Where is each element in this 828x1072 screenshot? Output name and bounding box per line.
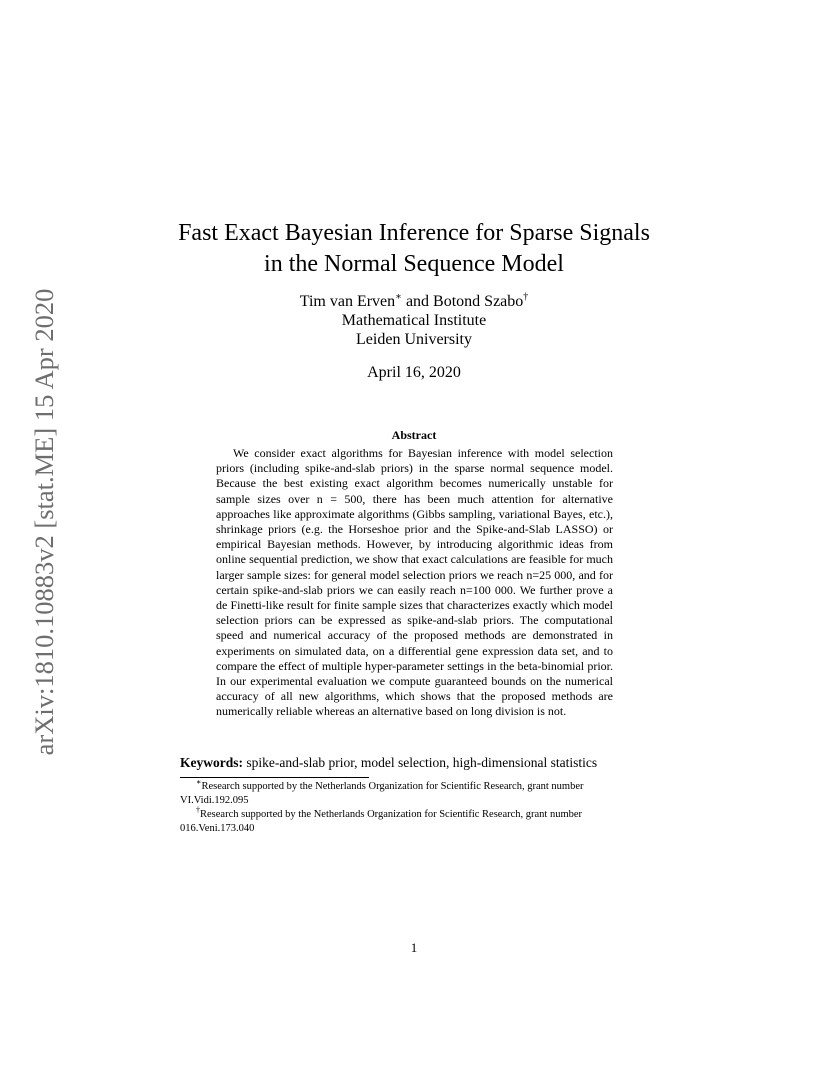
abstract-heading: Abstract	[391, 428, 437, 442]
page-number: 1	[410, 940, 418, 955]
keywords-text: spike-and-slab prior, model selection, high-dimensional statistics	[243, 755, 598, 770]
title-line-1: Fast Exact Bayesian Inference for Sparse Signals	[178, 220, 650, 246]
footnote-1	[180, 777, 648, 808]
paper-title	[100, 218, 728, 280]
paper-date: April 16, 2020	[367, 364, 461, 381]
footnote-1-mark: ∗	[196, 777, 202, 787]
footnotes	[180, 777, 648, 836]
keywords-label: Keywords:	[180, 755, 243, 770]
title-line-2: in the Normal Sequence Model	[264, 251, 564, 277]
author-names	[120, 292, 708, 311]
footnote-2-mark: †	[196, 805, 200, 815]
author-conjunction: and	[401, 293, 434, 310]
arxiv-stamp-text: arXiv:1810.10883v2 [stat.ME] 15 Apr 2020	[29, 288, 59, 756]
author-1-footnote-mark: ∗	[395, 291, 402, 303]
author-2-footnote-mark: †	[523, 291, 529, 303]
author-2-name: Botond Szabo	[433, 293, 524, 310]
arxiv-identifier-stamp	[21, 272, 67, 772]
author-block	[120, 292, 708, 349]
abstract-text: We consider exact algorithms for Bayesian inference with model selection priors (including spike-and-slab priors) in the sparse normal sequence model. Because the best existing exact algorithm becomes numerically unstable for sample sizes over n = 500, there has been much attention for alternative approaches like approximate algorithms (Gibbs sampling, variational Bayes, etc.), shrinkage priors (e.g. the Horseshoe prior and the Spike-and-Slab LASSO) or empirical Bayesian methods. However, by introducing algorithmic ideas from online sequential prediction, we show that exact calculations are feasible for much larger sample sizes: for general model selection priors we reach n=25 000, and for certain spike-and-slab priors we can easily reach n=100 000. We further prove a de Finetti-like result for finite sample sizes that characterizes exactly which model selection priors can be expressed as spike-and-slab priors. The computational speed and numerical accuracy of the proposed methods are demonstrated in experiments on simulated data, on a differential gene expression data set, and to compare the effect of multiple hyper-parameter settings in the beta-binomial prior. In our experimental evaluation we compute guaranteed bounds on the numerical accuracy of all new algorithms, which shows that the proposed methods are numerically reliable whereas an alternative based on long division is not.	[216, 446, 613, 719]
footnote-2	[180, 805, 648, 836]
keywords-line	[180, 754, 650, 772]
affiliation-line-1: Mathematical Institute	[341, 312, 487, 329]
affiliation-line-2: Leiden University	[356, 331, 472, 348]
footnote-1-text: Research supported by the Netherlands Organization for Scientific Research, grant number VI.Vidi.192.095	[180, 781, 584, 806]
footnote-2-text: Research supported by the Netherlands Organization for Scientific Research, grant number 016.Veni.173.040	[180, 809, 583, 834]
author-1-name: Tim van Erven	[299, 293, 396, 310]
footnote-separator	[180, 777, 369, 778]
